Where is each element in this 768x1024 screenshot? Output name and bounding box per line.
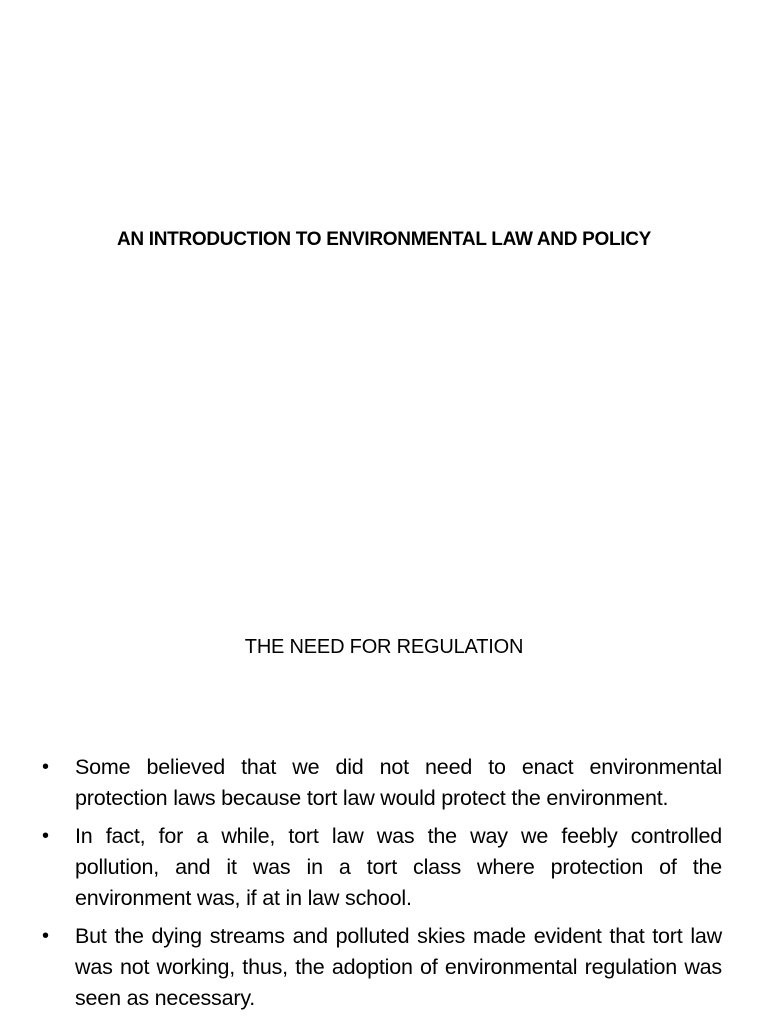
bullet-list	[40, 752, 722, 1021]
bullet-marker-icon: •	[42, 825, 49, 847]
document-title: AN INTRODUCTION TO ENVIRONMENTAL LAW AND POLICY	[116, 229, 652, 250]
bullet-marker-icon: •	[42, 756, 49, 778]
bullet-item	[40, 821, 722, 914]
bullet-text: But the dying streams and polluted skies made evident that tort law was not working, thus, the adoption of environmental regulation was seen as necessary.	[75, 924, 722, 1010]
bullet-item	[40, 752, 722, 814]
bullet-marker-icon: •	[42, 925, 49, 947]
bullet-text: In fact, for a while, tort law was the way we feebly controlled pollution, and it was in a tort class where protection of the environment was, if at in law school.	[75, 824, 722, 910]
bullet-item	[40, 921, 722, 1014]
bullet-text: Some believed that we did not need to enact environmental protection laws because tort law would protect the environment.	[75, 755, 722, 810]
section-heading: THE NEED FOR REGULATION	[244, 636, 524, 658]
